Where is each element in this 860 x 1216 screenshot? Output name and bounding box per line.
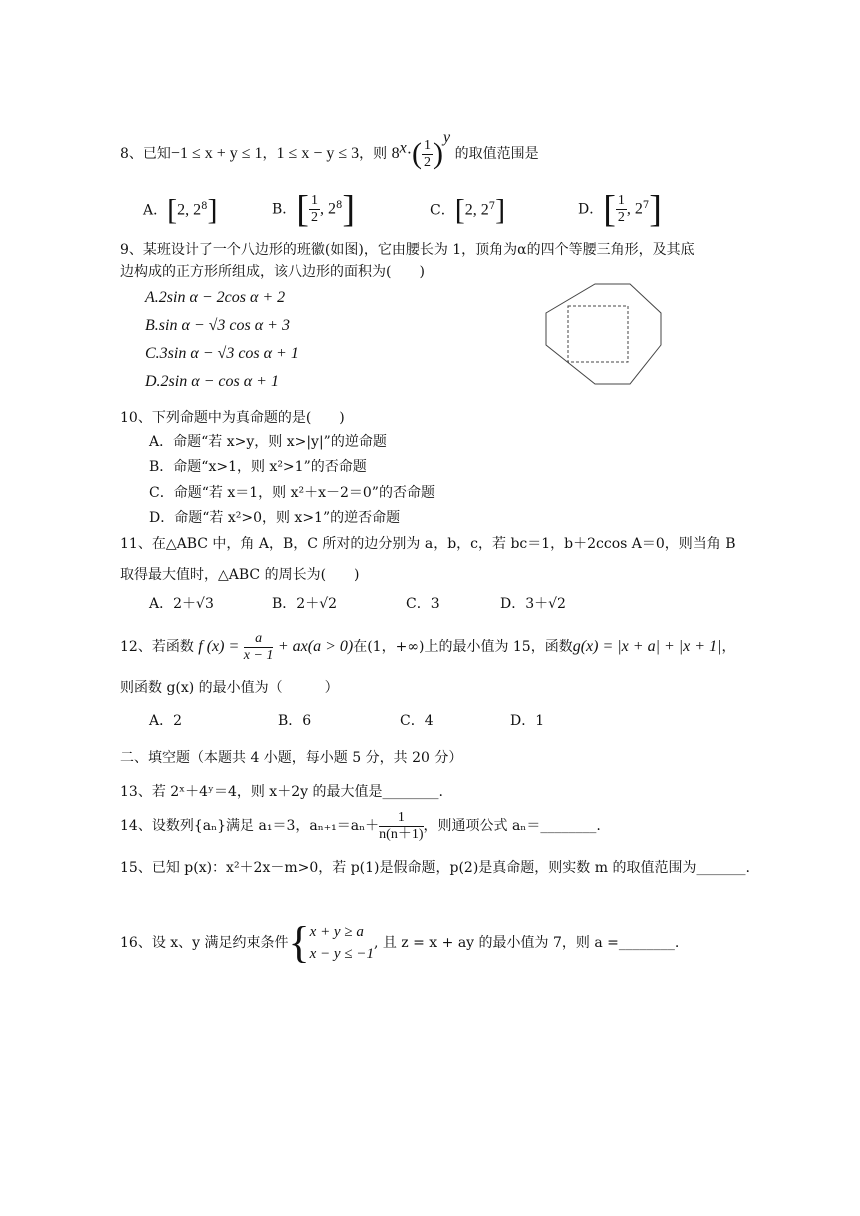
q8-stem-lead: 8、已知 (120, 146, 171, 162)
q12-option-a: A．2 (149, 713, 183, 729)
q9-option-c: C.3sin α − √3 cos α + 1 (145, 345, 299, 362)
q8-condition-2: 1 ≤ x − y ≤ 3 (276, 145, 360, 162)
q9-option-b: B.sin α − √3 cos α + 3 (145, 317, 290, 334)
octagon-outline (546, 284, 661, 384)
q11-option-a: A．2＋√3 (149, 596, 214, 612)
q16-lead: 16、设 x、y 满足约束条件 (120, 935, 289, 951)
q12-g-def: g(x) = |x + a| + |x + 1| (572, 638, 722, 655)
question-15: 15、已知 p(x)：x²＋2x－m>0，若 p(1)是假命题，p(2)是真命题，则实数 m 的取值范围为_______. (120, 860, 750, 876)
q10-stem: 10、下列命题中为真命题的是( ) (120, 410, 345, 426)
q10-option-a: A．命题“若 x>y，则 x>|y|”的逆命题 (149, 434, 387, 450)
q14-fraction: $\frac{1}{n(n+1)}$ (379, 809, 424, 842)
q16-constraint-system: x + y ≥ a x − y ≤ −1 (309, 924, 374, 962)
q12-f-rest: + ax(a > 0) (277, 638, 354, 655)
q8-expr-base: 8 (391, 145, 400, 162)
q8-option-d: D．[ $\frac{1}{2}$ , $2^7$] (578, 188, 662, 231)
q9-option-d: D.2sin α − cos α + 1 (145, 373, 279, 390)
question-13: 13、若 2ˣ＋4ʸ＝4，则 x＋2y 的最大值是________. (120, 784, 443, 800)
q11-option-b: B．2＋√2 (272, 596, 338, 612)
q14-tail: ，则通项公式 aₙ＝________. (423, 818, 601, 834)
q8-tail: 的取值范围是 (454, 146, 539, 162)
question-12: 12、若函数 f (x) = $\frac{a}{x - 1}$ + ax(a > 0)在(1，+∞)上的最小值为 15，函数g(x) = |x + a| + |x + 1|， (120, 630, 736, 663)
q11-line-2: 取得最大值时，△ABC 的周长为( ) (120, 567, 360, 583)
question-14 (120, 806, 601, 846)
q10-option-d: D．命题“若 x²>0，则 x>1”的逆否命题 (149, 510, 401, 526)
q10-option-c: C．命题“若 x＝1，则 x²＋x－2＝0”的否命题 (149, 485, 435, 501)
q8-frac-exp: y (443, 129, 451, 146)
q8-separator: ， (262, 146, 277, 162)
question-16: 16、设 x、y 满足约束条件{ x + y ≥ a x − y ≤ −1 , 且 z = x + ay 的最小值为 7，则 a =________. (120, 918, 680, 967)
q8-condition-1: −1 ≤ x + y ≤ 1 (170, 145, 263, 162)
section-2-heading: 二、填空题（本题共 4 小题，每小题 5 分，共 20 分） (120, 750, 463, 766)
q11-line-1: 11、在△ABC 中，角 A，B，C 所对的边分别为 a，b，c，若 bc＝1，b＋2ccos A＝0，则当角 B (120, 536, 736, 552)
q8-option-b: B．[ $\frac{1}{2}$ , $2^8$] (272, 188, 355, 231)
q8-option-a: A．[2, $2^8$] (143, 193, 218, 227)
q8-expr-exp: x (399, 139, 407, 157)
q12-stem-lead: 12、若函数 (120, 639, 194, 655)
octagon-badge-diagram (545, 283, 685, 385)
q11-option-c: C．3 (406, 596, 440, 612)
q8-then: ，则 (359, 146, 388, 162)
q16-tail: , 且 z = x + ay 的最小值为 7，则 a =________. (373, 935, 680, 951)
q9-option-a: A.2sin α − 2cos α + 2 (145, 289, 286, 306)
q12-mid: 在(1，+∞)上的最小值为 15，函数 (353, 639, 573, 655)
q14-lead: 14、设数列{aₙ}满足 a₁＝3，aₙ₊₁＝aₙ＋ (120, 818, 380, 834)
q12-line-2: 则函数 g(x) 的最小值为（ ） (120, 680, 339, 696)
inner-square-dashed (568, 306, 628, 362)
q11-option-d: D．3＋√2 (500, 596, 566, 612)
q10-option-b: B．命题“x>1，则 x²>1”的否命题 (149, 459, 367, 475)
q9-line-2: 边构成的正方形所组成，该八边形的面积为( ) (120, 264, 425, 280)
q12-option-d: D．1 (510, 713, 545, 729)
q9-line-1: 9、某班设计了一个八边形的班徽(如图)，它由腰长为 1，顶角为α的四个等腰三角形，及其底 (120, 242, 695, 258)
q12-option-c: C．4 (400, 713, 434, 729)
q12-option-b: B．6 (278, 713, 312, 729)
q12-f-lhs: f (x) = (198, 638, 240, 655)
question-8: 8、已知−1 ≤ x + y ≤ 1，1 ≤ x − y ≤ 3，则 $8^x\cdot$( $\frac{1}{2}$ )$^y$ 的取值范围是 (120, 129, 539, 170)
q12-fraction: $\frac{a}{x - 1}$ (243, 630, 274, 663)
q8-fraction: $\frac{1}{2}$ (424, 137, 432, 170)
q8-option-c: C．[2, $2^7$] (430, 193, 506, 227)
